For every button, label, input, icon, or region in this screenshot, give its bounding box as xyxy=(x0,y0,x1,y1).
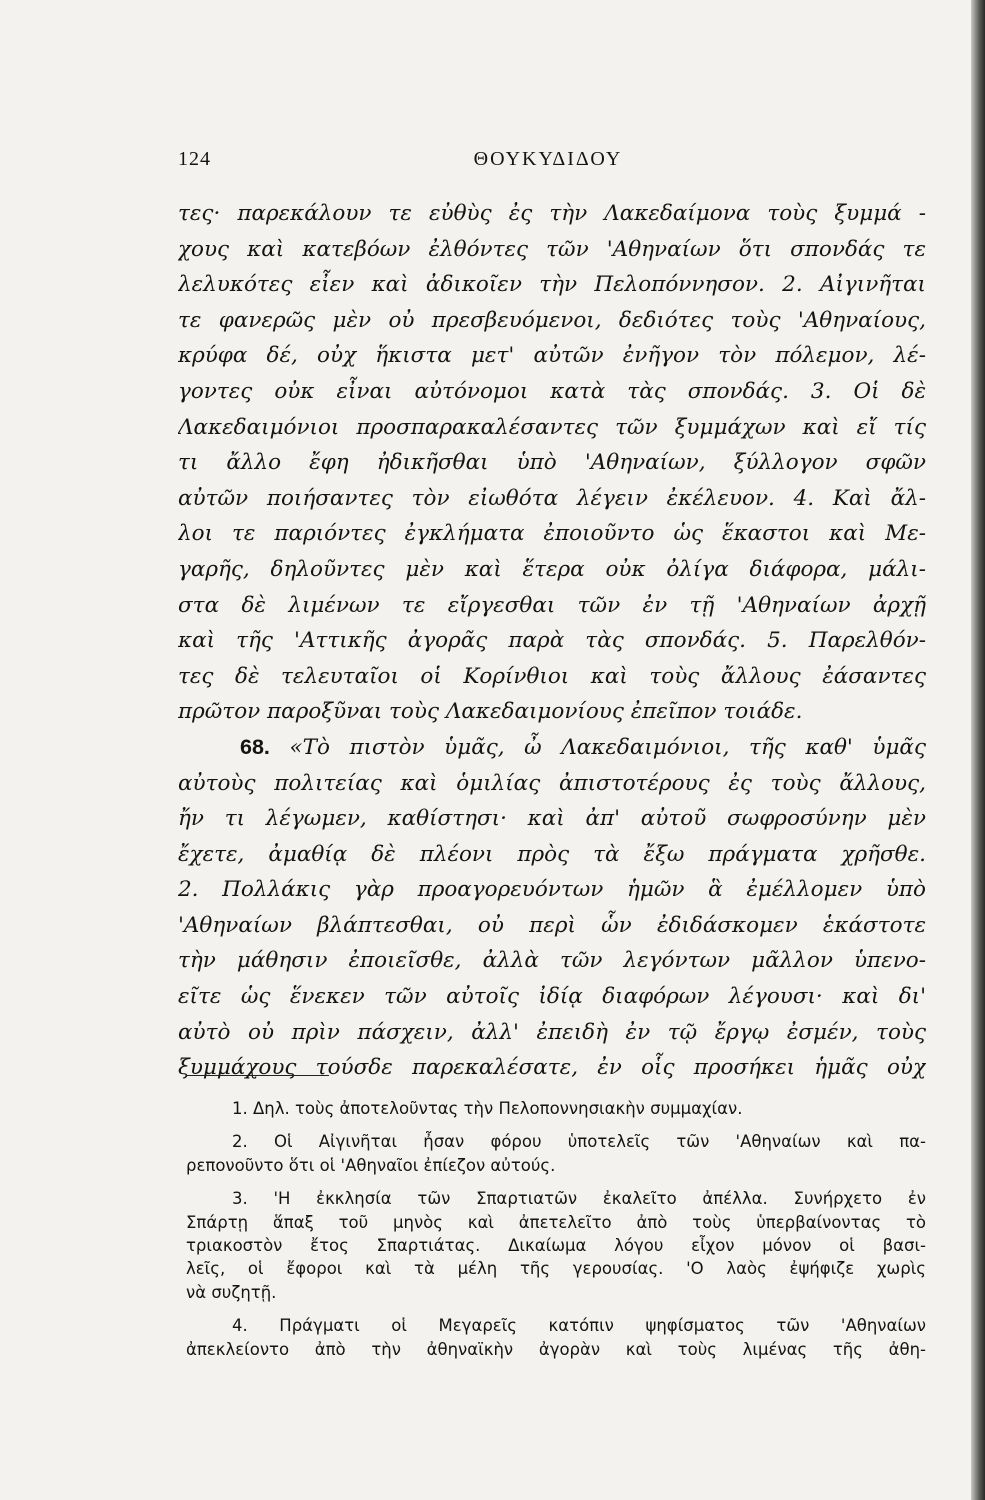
text-line: ξυμμάχους τούσδε παρεκαλέσατε, ἐν οἷς προσήκει ἡμᾶς οὐχ xyxy=(178,1055,926,1081)
text-line: στα δὲ λιμένων τε εἴργεσθαι τῶν ἐν τῇ 'Αθηναίων ἀρχῇ xyxy=(178,592,926,618)
text-line: αὐτοὺς πολιτείας καὶ ὁμιλίας ἀπιστοτέρους ἐς τοὺς ἄλλους, xyxy=(178,770,926,796)
text-line: τες· παρεκάλουν τε εὐθὺς ἐς τὴν Λακεδαίμονα τοὺς ξυμμά - xyxy=(178,201,926,226)
footnotes xyxy=(186,1097,926,1371)
text-line: τε φανερῶς μὲν οὐ πρεσβευόμενοι, δεδιότες τοὺς 'Αθηναίους, xyxy=(178,307,926,333)
footnote-line: λεῖς, οἱ ἔφοροι καὶ τὰ μέλη τῆς γερουσίας. 'Ο λαὸς ἐψήφιζε χωρὶς xyxy=(186,1259,926,1279)
text-line: εῖτε ὡς ἕνεκεν τῶν αὐτοῖς ἰδίᾳ διαφόρων λέγουσι· καὶ δι' xyxy=(178,984,926,1010)
section-number: 68. xyxy=(240,734,270,759)
page-edge-shadow xyxy=(971,0,985,1500)
footnote-line: 1. Δηλ. τοὺς ἀποτελοῦντας τὴν Πελοποννησιακὴν συμμαχίαν. xyxy=(232,1099,743,1118)
text-line: 2. Πολλάκις γὰρ προαγορευόντων ἡμῶν ἃ ἐμέλλομεν ὑπὸ xyxy=(178,877,926,903)
text-line: πρῶτον παροξῦναι τοὺς Λακεδαιμονίους ἐπεῖπον τοιάδε. xyxy=(178,699,803,725)
text-line: 'Αθηναίων βλάπτεσθαι, οὐ περὶ ὧν ἐδιδάσκομεν ἑκάστοτε xyxy=(178,912,926,938)
page-header xyxy=(178,148,918,182)
footnote-1 xyxy=(186,1097,926,1120)
text-line: λελυκότες εἶεν καὶ ἀδικοῖεν τὴν Πελοπόννησον. 2. Αἰγινῆται xyxy=(178,272,926,298)
text-line: αὐτῶν ποιήσαντες τὸν εἰωθότα λέγειν ἐκέλευον. 4. Καὶ ἄλ- xyxy=(178,485,926,511)
footnote-line: 3. 'Η ἐκκλησία τῶν Σπαρτιατῶν ἐκαλεῖτο ἀπέλλα. Συνήρχετο ἐν xyxy=(232,1189,926,1209)
text-line: τες δὲ τελευταῖοι οἱ Κορίνθιοι καὶ τοὺς ἄλλους ἐάσαντες xyxy=(178,663,926,689)
main-text xyxy=(178,196,926,1086)
footnote-line: 2. Οἱ Αἰγινῆται ἦσαν φόρου ὑποτελεῖς τῶν 'Αθηναίων καὶ πα- xyxy=(232,1132,926,1152)
section-68-first-line xyxy=(178,730,926,766)
running-title: ΘΟΥΚΥΔΙΔΟΥ xyxy=(473,148,623,170)
footnote-3 xyxy=(186,1187,926,1304)
footnote-line: Σπάρτῃ ἅπαξ τοῦ μηνὸς καὶ ἀπετελεῖτο ἀπὸ τοὺς ὑπερβαίνοντας τὸ xyxy=(186,1212,926,1232)
text-line: τὴν μάθησιν ἐποιεῖσθε, ἀλλὰ τῶν λεγόντων μᾶλλον ὑπενο- xyxy=(178,948,926,974)
text-line: ἔχετε, ἀμαθίᾳ δὲ πλέονι πρὸς τὰ ἔξω πράγματα χρῆσθε. xyxy=(178,841,926,867)
footnote-line: ρεπονοῦντο ὅτι οἱ 'Αθηναῖοι ἐπίεζον αὐτούς. xyxy=(186,1155,556,1175)
text-line: τι ἄλλο ἔφη ἠδικῆσθαι ὑπὸ 'Αθηναίων, ξύλλογον σφῶν xyxy=(178,450,926,476)
footnote-line: νὰ συζητῇ. xyxy=(186,1282,277,1302)
page-number: 124 xyxy=(178,148,211,170)
text-line: Λακεδαιμόνιοι προσπαρακαλέσαντες τῶν ξυμμάχων καὶ εἴ τίς xyxy=(178,414,926,440)
footnote-line: ἀπεκλείοντο ἀπὸ τὴν ἀθηναϊκὴν ἀγορὰν καὶ τοὺς λιμένας τῆς ἀθη- xyxy=(186,1339,926,1359)
footnote-4 xyxy=(186,1314,926,1361)
footnote-line: 4. Πράγματι οἱ Μεγαρεῖς κατόπιν ψηφίσματος τῶν 'Αθηναίων xyxy=(232,1316,926,1336)
footnote-2 xyxy=(186,1130,926,1177)
text-line: ἤν τι λέγωμεν, καθίστησι· καὶ ἀπ' αὐτοῦ σωφροσύνην μὲν xyxy=(178,806,926,832)
footnote-line: τριακοστὸν ἔτος Σπαρτιάτας. Δικαίωμα λόγου εἶχον μόνον οἱ βασι- xyxy=(186,1236,926,1256)
text-line: κρύφα δέ, οὐχ ἥκιστα μετ' αὐτῶν ἐνῆγον τὸν πόλεμον, λέ- xyxy=(178,343,926,369)
text-line: γαρῆς, δηλοῦντες μὲν καὶ ἕτερα οὐκ ὀλίγα διάφορα, μάλι- xyxy=(178,556,926,582)
text-line: καὶ τῆς 'Αττικῆς ἀγορᾶς παρὰ τὰς σπονδάς. 5. Παρελθόν- xyxy=(178,628,926,654)
text-line: λοι τε παριόντες ἐγκλήματα ἐποιοῦντο ὡς ἕκαστοι καὶ Με- xyxy=(178,521,926,547)
footnote-separator xyxy=(186,1075,329,1076)
text-line: χους καὶ κατεβόων ἐλθόντες τῶν 'Αθηναίων ὅτι σπονδάς τε xyxy=(178,236,926,262)
section-first-line-text: «Τὸ πιστὸν ὑμᾶς, ὦ Λακεδαιμόνιοι, τῆς καθ' ὑμᾶς xyxy=(289,734,926,760)
text-line: αὐτὸ οὐ πρὶν πάσχειν, ἀλλ' ἐπειδὴ ἐν τῷ ἔργῳ ἐσμέν, τοὺς xyxy=(178,1019,926,1045)
text-line: γοντες οὐκ εἶναι αὐτόνομοι κατὰ τὰς σπονδάς. 3. Οἱ δὲ xyxy=(178,378,926,404)
